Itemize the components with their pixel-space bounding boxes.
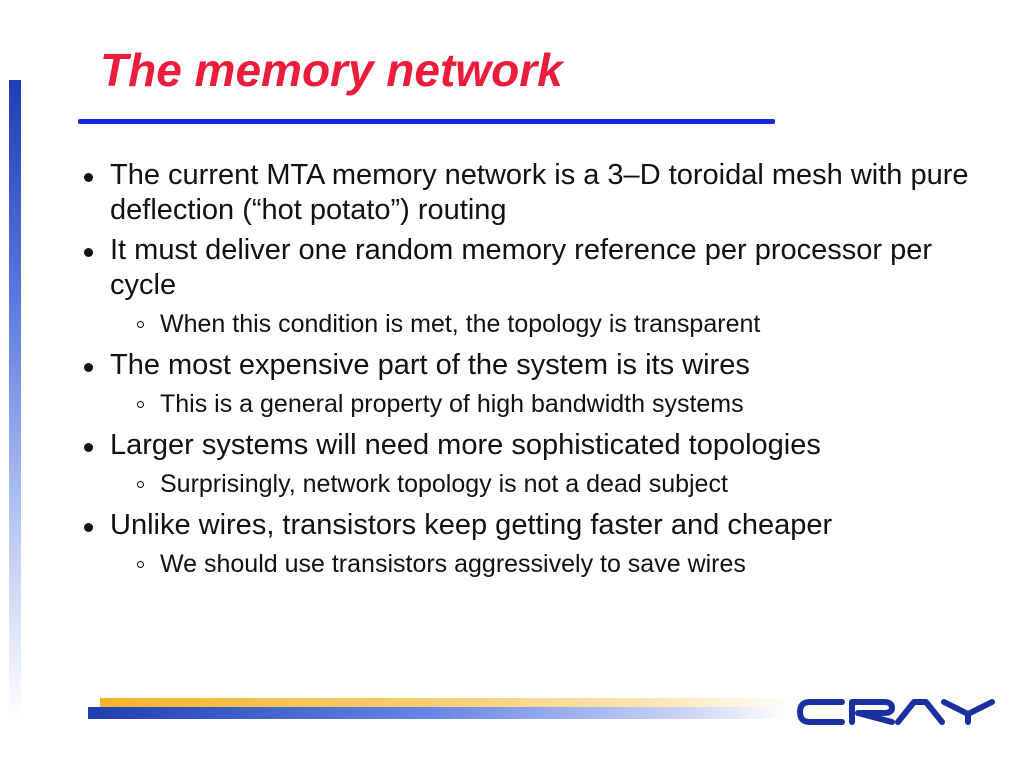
bullet-item	[80, 233, 980, 303]
bullet-list	[80, 158, 980, 588]
bullet-item	[80, 428, 980, 463]
bullet-text: The most expensive part of the system is its wires	[110, 349, 750, 381]
sub-bullet-text: We should use transistors aggressively to save wires	[160, 550, 746, 578]
sub-bullet-text: Surprisingly, network topology is not a dead subject	[160, 470, 728, 498]
bullet-text: Larger systems will need more sophisticated topologies	[110, 429, 821, 461]
bullet-dot-icon	[84, 363, 93, 372]
footer-blue-bar	[88, 707, 788, 719]
footer-gold-bar	[100, 698, 800, 707]
sub-bullet-ring-icon	[137, 321, 144, 328]
sub-bullet-ring-icon	[137, 401, 144, 408]
sub-bullet-item	[80, 548, 980, 580]
sub-bullet-text: This is a general property of high bandwidth systems	[160, 390, 744, 418]
slide-title: The memory network	[100, 44, 563, 96]
title-underline	[78, 119, 775, 124]
bullet-item	[80, 508, 980, 543]
bullet-dot-icon	[84, 248, 93, 257]
sub-bullet-item	[80, 468, 980, 500]
sub-bullet-item	[80, 308, 980, 340]
bullet-text: It must deliver one random memory reference per processor per cycle	[110, 234, 933, 301]
cray-logo	[796, 696, 996, 728]
bullet-text: The current MTA memory network is a 3–D toroidal mesh with pure deflection (“hot potato”) routing	[110, 159, 969, 226]
bullet-dot-icon	[84, 173, 93, 182]
bullet-item	[80, 158, 980, 228]
left-accent-bar	[9, 80, 21, 720]
bullet-item	[80, 348, 980, 383]
sub-bullet-ring-icon	[137, 481, 144, 488]
sub-bullet-text: When this condition is met, the topology is transparent	[160, 310, 761, 338]
bullet-dot-icon	[84, 443, 93, 452]
bullet-dot-icon	[84, 523, 93, 532]
sub-bullet-ring-icon	[137, 561, 144, 568]
sub-bullet-item	[80, 388, 980, 420]
bullet-text: Unlike wires, transistors keep getting faster and cheaper	[110, 509, 833, 541]
